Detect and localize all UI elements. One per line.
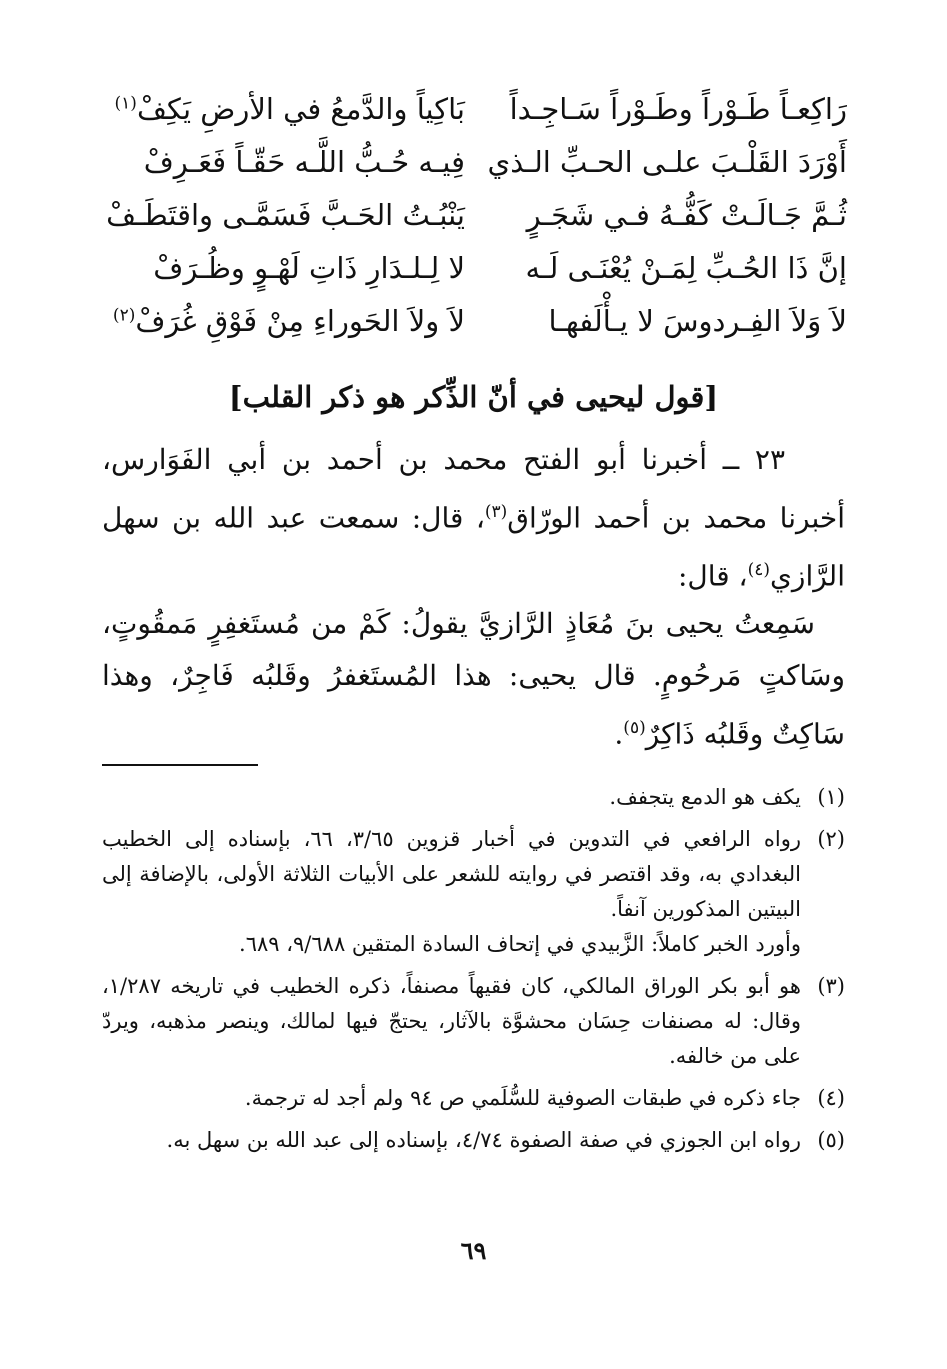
verse-first-hemistich: لاَ وَلاَ الفِـردوسَ لا يـأْلَفهـا	[548, 303, 847, 338]
paragraph-text: ، قال:	[677, 559, 748, 593]
footnote	[102, 822, 845, 962]
verse-first-hemistich: إنَّ ذَا الحُـبِّ لِمَـنْ يُعْنَـى لَـه	[525, 250, 847, 285]
verse-text: لا لِـلـدَارِ ذَاتِ لَهْـوٍ وظُـرَفْ	[153, 250, 465, 285]
verse-first-hemistich: ثُـمَّ جَـالَـتْ كَفُّـهُ فـي شَجَـرٍ	[526, 197, 847, 232]
verse-text: يَنْبُـتُ الحَـبَّ فَسَمَّـى واقتَطَـفْ	[106, 197, 465, 232]
footnote-body	[102, 822, 801, 962]
footnote-ref: (٣)	[484, 502, 508, 522]
footnote	[102, 1081, 845, 1116]
verse-second-hemistich	[114, 91, 465, 126]
footnote-number: (١)	[817, 785, 845, 809]
verse-second-hemistich	[120, 251, 465, 285]
footnote-ref: (١)	[114, 92, 137, 113]
section-heading: [قول ليحيى في أنّ الذِّكر هو ذكر القلب]	[228, 380, 719, 414]
footnote	[102, 969, 845, 1074]
footnote-number: (٣)	[817, 974, 845, 998]
footnote-extra-text: وأورد الخبر كاملاً: الزَّبيدي في إتحاف السادة المتقين ٩/٦٨٨، ٦٨٩.	[239, 932, 801, 956]
verse-text: بَاكِياً والدَّمعُ في الأرضِ يَكِفْ	[136, 91, 465, 126]
paragraph-text: ، قال: سمعت عبد الله بن سهل الرَّازي	[102, 501, 845, 593]
footnote-number: (٤)	[817, 1086, 845, 1110]
footnote-divider	[102, 764, 258, 766]
poem-verse	[112, 294, 847, 347]
verse-second-hemistich	[120, 145, 465, 179]
footnote-ref: (٤)	[747, 560, 771, 581]
footnote-body	[102, 1081, 801, 1116]
footnotes	[102, 780, 845, 1165]
footnote-text: هو أبو بكر الوراق المالكي، كان فقيهاً مصنفاً، ذكره الخطيب في تاريخه ١/٢٨٧، وقال: له مصنفات حِسَان محشوَّة بالآثار، يحتجّ فيها لمالك، وينصر مذهبه، ويردّ على من خالفه.	[102, 974, 801, 1068]
poem-verse	[120, 241, 847, 294]
verse-first-hemistich: أَوْرَدَ القَلْـبَ علـى الحـبِّ الـذي	[487, 144, 847, 179]
paragraph-end: .	[614, 717, 624, 751]
footnote-body	[102, 1123, 801, 1158]
verse-text: لاَ ولاَ الحَوراءِ مِنْ فَوْقِ غُرَفْ	[135, 303, 465, 338]
page-number: ٦٩	[460, 1236, 487, 1265]
footnote	[102, 780, 845, 815]
footnote	[102, 1123, 845, 1158]
footnote-text: رواه ابن الجوزي في صفة الصفوة ٤/٧٤، بإسناده إلى عبد الله بن سهل به.	[166, 1128, 801, 1152]
poem-verse	[114, 82, 847, 135]
footnote-ref: (٥)	[623, 718, 646, 738]
poem	[106, 82, 847, 347]
quote-paragraph	[102, 598, 845, 760]
narration-paragraph	[102, 434, 845, 603]
footnote-body	[102, 969, 801, 1074]
poem-verse	[120, 135, 847, 188]
footnote-text: جاء ذكره في طبقات الصوفية للسُّلَمي ص ٩٤ ولم أجد له ترجمة.	[244, 1086, 801, 1110]
footnote-body	[102, 780, 801, 815]
paragraph-text: سَمِعتُ يحيى بنَ مُعَاذٍ الرَّازيَّ يقولُ: كَمْ من مُستَغفِرٍ مَمقُوتٍ، وسَاكتٍ مَرحُومٍ. قال يحيى: هذا المُستَغفرُ وقَلبُه فَاجِرٌ، وهذا سَاكِتٌ وقَلبُه ذَاكِرٌ	[102, 607, 845, 751]
verse-text: فِيـه حُـبُّ اللَّـه حَقّـاً فَعَـرِفْ	[143, 144, 465, 179]
footnote-number: (٥)	[817, 1128, 845, 1152]
footnote-text: يكف هو الدمع يتجفف.	[609, 785, 801, 809]
paragraph-text: ٢٣ ــ أخبرنا أبو الفتح محمد بن أحمد بن أبي الفَوَارس، أخبرنا محمد بن أحمد الورّاق	[102, 443, 845, 535]
footnote-text: رواه الرافعي في التدوين في أخبار قزوين ٣/٦٥، ٦٦، بإسناده إلى الخطيب البغدادي به، وقد اقتصر في روايته للشعر على الأبيات الثلاثة الأولى، بالإضافة إلى البيتين المذكورين آنفاً.	[102, 827, 802, 921]
verse-first-hemistich: رَاكِعـاً طَـوْراً وطَـوْراً سَـاجِـداً	[509, 91, 847, 126]
verse-second-hemistich	[106, 197, 465, 232]
verse-second-hemistich	[112, 303, 465, 338]
poem-verse	[106, 188, 847, 241]
footnote-ref: (٢)	[112, 304, 136, 325]
footnote-number: (٢)	[817, 827, 845, 851]
